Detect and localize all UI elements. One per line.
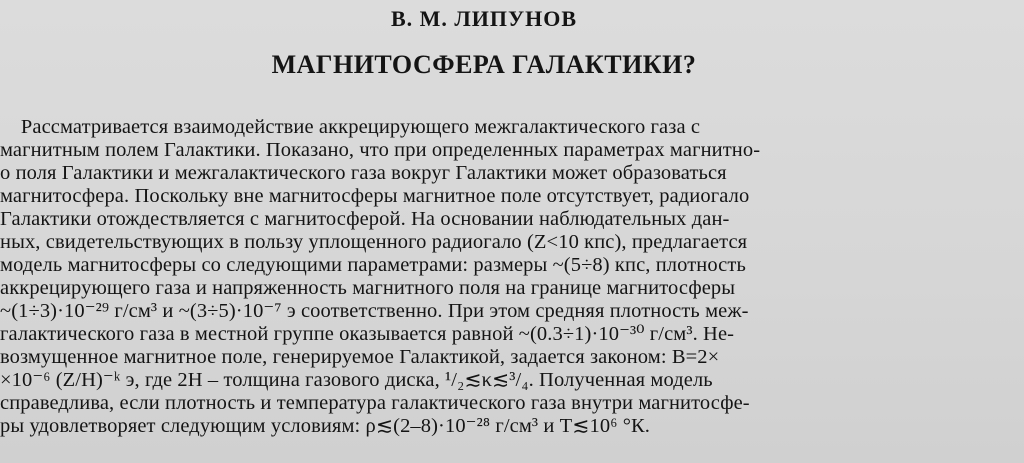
abstract-line: ры удовлетворяет следующим условиям: ρ≲(2–8)·10⁻²⁸ г/см³ и T≲10⁶ °К. [0,415,651,437]
abstract-line: аккрецирующего газа и напряженность магнитного поля на границе магнитосферы [0,277,736,299]
abstract-line: о поля Галактики и межгалактического газа вокруг Галактики может образоваться [0,162,727,184]
abstract-line: Галактики отождествляется с магнитосферой. На основании наблюдательных дан- [0,208,730,230]
abstract-line: ных, свидетельствующих в пользу уплощенного радиогало (Z<10 кпс), предлагается [0,231,748,253]
author-name: В. М. ЛИПУНОВ [390,6,578,31]
abstract-line: справедлива, если плотность и температура галактического газа внутри магнитосфе- [0,392,750,414]
abstract-line: модель магнитосферы со следующими параметрами: размеры ~(5÷8) кпс, плотность [0,254,746,276]
abstract-line: ×10⁻⁶ (Z/H)⁻ᵏ э, где 2H – толщина газового диска, ¹/₂≲κ≲³/₄. Полученная модель [0,369,713,391]
abstract-line: Рассматривается взаимодействие аккрецирующего межгалактического газа с [0,116,701,138]
abstract-line: возмущенное магнитное поле, генерируемое Галактикой, задается законом: B=2× [0,346,720,368]
abstract-line: магнитосфера. Поскольку вне магнитосферы магнитное поле отсутствует, радиогало [0,185,750,207]
abstract-line: галактического газа в местной группе оказывается равной ~(0.3÷1)·10⁻³⁰ г/см³. Не- [0,323,735,345]
abstract-line: магнитным полем Галактики. Показано, что при определенных параметрах магнитно- [0,139,761,161]
article-title: МАГНИТОСФЕРА ГАЛАКТИКИ? [271,50,697,79]
abstract-line: ~(1÷3)·10⁻²⁹ г/см³ и ~(3÷5)·10⁻⁷ э соответственно. При этом средняя плотность меж- [0,300,749,322]
